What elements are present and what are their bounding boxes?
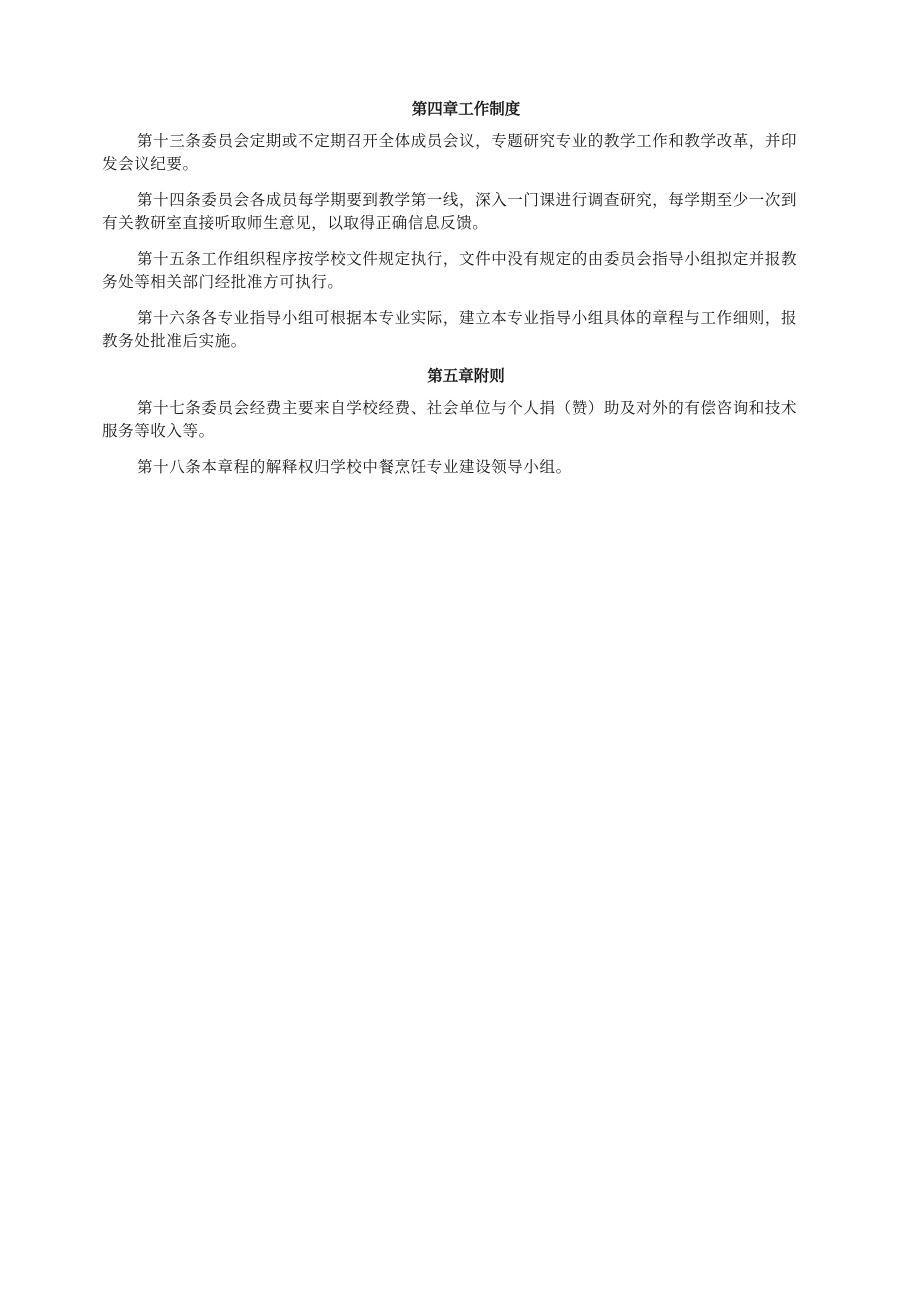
article-18 xyxy=(102,456,830,479)
article-15 xyxy=(102,248,830,294)
article-15-line-1: 第十五条工作组织程序按学校文件规定执行，文件中没有规定的由委员会指导小组拟定并报教 xyxy=(137,250,798,268)
article-14-line-1: 第十四条委员会各成员每学期要到教学第一线，深入一门课进行调查研究，每学期至少一次到 xyxy=(137,191,798,209)
article-14 xyxy=(102,189,830,235)
article-17-line-1: 第十七条委员会经费主要来自学校经费、社会单位与个人捐（赞）助及对外的有偿咨询和技术 xyxy=(137,399,798,417)
article-18-line-1: 第十八条本章程的解释权归学校中餐烹饪专业建设领导小组。 xyxy=(137,458,572,476)
article-13 xyxy=(102,130,830,176)
document-page xyxy=(102,97,830,479)
chapter-4-heading: 第四章工作制度 xyxy=(411,99,521,118)
article-14-line-2: 有关教研室直接听取师生意见，以取得正确信息反馈。 xyxy=(102,214,489,232)
article-13-line-1: 第十三条委员会定期或不定期召开全体成员会议，专题研究专业的教学工作和教学改革，并印 xyxy=(137,132,798,150)
article-16-line-1: 第十六条各专业指导小组可根据本专业实际，建立本专业指导小组具体的章程与工作细则，报 xyxy=(137,309,798,327)
article-13-line-2: 发会议纪要。 xyxy=(102,155,199,173)
article-17 xyxy=(102,397,830,443)
article-16-line-2: 教务处批准后实施。 xyxy=(102,332,247,350)
article-15-line-2: 务处等相关部门经批准方可执行。 xyxy=(102,273,344,291)
article-17-line-2: 服务等收入等。 xyxy=(102,422,215,440)
article-16 xyxy=(102,307,830,353)
chapter-5-heading: 第五章附则 xyxy=(427,366,505,385)
